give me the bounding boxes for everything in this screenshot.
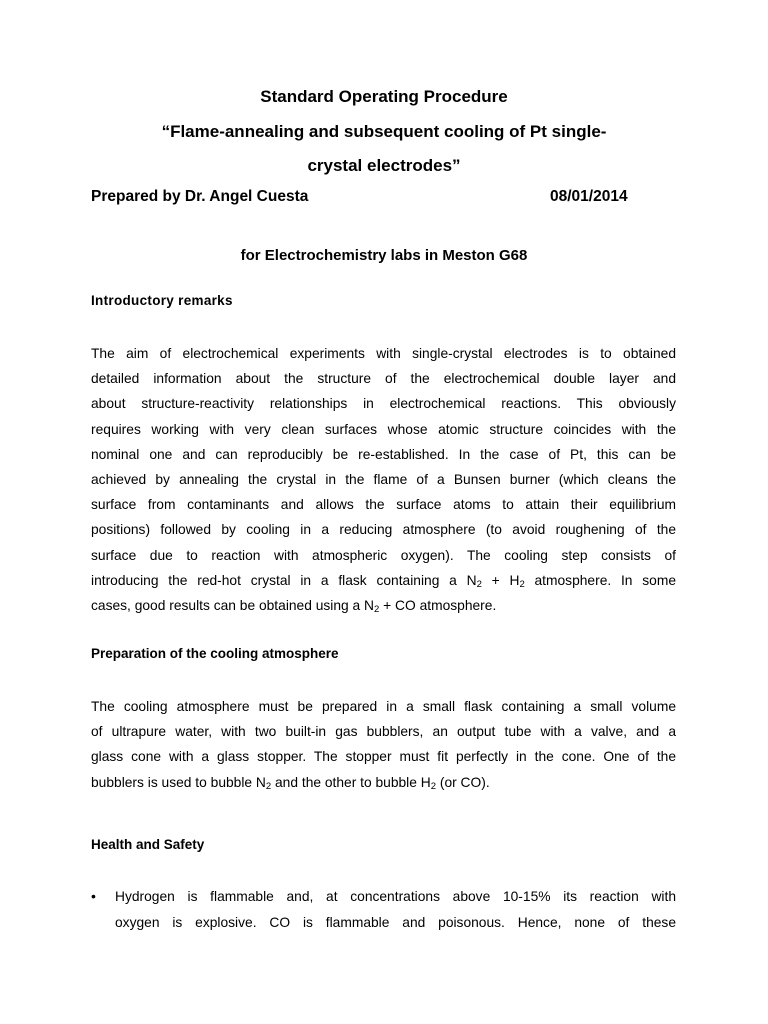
paragraph-line: of ultrapure water, with two built-in gas bubblers, an output tube with a valve, and a: [91, 724, 676, 740]
paragraph-line: surface from contaminants and allows the surface atoms to attain their equilibrium: [91, 497, 676, 513]
cooling-paragraph: [91, 694, 676, 795]
paragraph-line: achieved by annealing the crystal in the flame of a Bunsen burner (which cleans the: [91, 472, 676, 488]
document-title-line-3: crystal electrodes”: [307, 156, 461, 175]
intro-paragraph: [91, 341, 676, 618]
document-title-line-2: “Flame-annealing and subsequent cooling of Pt single-: [161, 122, 607, 141]
paragraph-line: The aim of electrochemical experiments with single-crystal electrodes is to obtained: [91, 346, 676, 361]
bullet-icon: •: [91, 888, 96, 904]
paragraph-line: glass cone with a glass stopper. The stopper must fit perfectly in the cone. One of the: [91, 749, 676, 765]
paragraph-line: cases, good results can be obtained using a $N_2$ + CO atmosphere.: [91, 598, 497, 616]
paragraph-line: positions) followed by cooling in a reducing atmosphere (to avoid roughening of the: [91, 522, 676, 538]
paragraph-line: The cooling atmosphere must be prepared in a small flask containing a small volume: [91, 699, 676, 714]
author-line: Prepared by Dr. Angel Cuesta: [91, 188, 309, 205]
section-heading-safety: Health and Safety: [91, 837, 205, 852]
paragraph-line: oxygen is explosive. CO is flammable and poisonous. Hence, none of these: [115, 914, 676, 930]
bullet-text: [115, 884, 676, 935]
section-heading-cooling: Preparation of the cooling atmosphere: [91, 646, 339, 661]
paragraph-line: introducing the red-hot crystal in a flask containing a $N_2 + H_2$ atmosphere. In some: [91, 572, 676, 590]
labs-subtitle: for Electrochemistry labs in Meston G68: [240, 247, 528, 264]
section-heading-intro: Introductory remarks: [91, 293, 233, 308]
paragraph-line: detailed information about the structure of the electrochemical double layer and: [91, 371, 676, 387]
paragraph-line: Hydrogen is flammable and, at concentrations above 10-15% its reaction with: [115, 889, 676, 904]
document-title-line-1: Standard Operating Procedure: [260, 87, 508, 106]
paragraph-line: surface due to reaction with atmospheric oxygen). The cooling step consists of: [91, 547, 676, 563]
paragraph-line: requires working with very clean surfaces whose atomic structure coincides with the: [91, 421, 676, 437]
document-date: 08/01/2014: [550, 188, 628, 205]
paragraph-line: nominal one and can reproducibly be re-established. In the case of Pt, this can be: [91, 446, 676, 462]
paragraph-line: about structure-reactivity relationships in electrochemical reactions. This obviously: [91, 396, 676, 412]
paragraph-line: bubblers is used to bubble $N_2$ and the other to bubble $H_2$ (or CO).: [91, 774, 490, 792]
